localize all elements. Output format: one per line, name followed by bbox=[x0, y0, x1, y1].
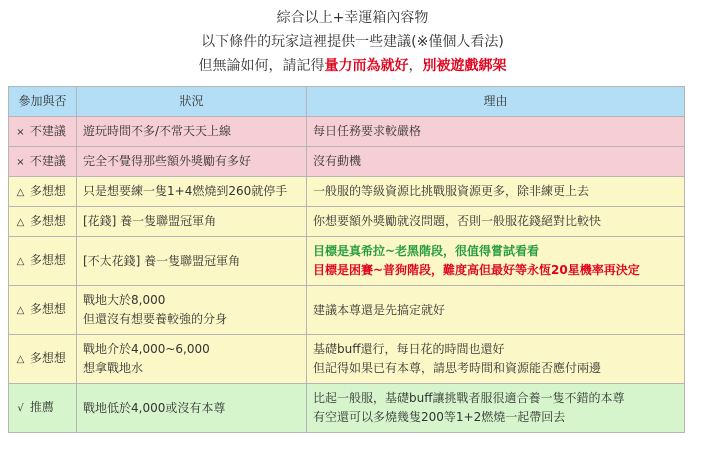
decision-mark-icon: △ bbox=[16, 256, 25, 267]
reason-line: 每日任務要求較嚴格 bbox=[313, 124, 422, 138]
reason-line: 有空還可以多燒幾隻200等1+2燃燒一起帶回去 bbox=[313, 410, 566, 424]
reason-line-red: 目標是困賽~普狗階段，難度高但最好等永恆20星機率再決定 bbox=[313, 263, 640, 277]
situation-line: 戰地低於4,000或沒有本尊 bbox=[83, 400, 226, 415]
situation-line: 戰地介於4,000~6,000 bbox=[83, 342, 210, 356]
decision-cell bbox=[9, 207, 77, 237]
situation-cell bbox=[77, 237, 307, 286]
table-header-row bbox=[9, 87, 685, 117]
reason-cell bbox=[307, 237, 685, 286]
table-row bbox=[9, 147, 685, 177]
situation-line: 完全不覺得那些額外獎勵有多好 bbox=[83, 154, 252, 168]
decision-mark-icon: × bbox=[16, 126, 25, 138]
decision-label: 多想想 bbox=[29, 183, 66, 198]
situation-cell bbox=[77, 207, 307, 237]
table-row bbox=[9, 335, 685, 384]
decision-mark-icon: △ bbox=[16, 354, 25, 365]
situation-line: 戰地大於8,000 bbox=[83, 293, 166, 307]
situation-cell bbox=[77, 177, 307, 207]
header-line-2: 以下條件的玩家這裡提供一些建議(※僅個人看法) bbox=[201, 34, 504, 50]
decision-mark-icon: √ bbox=[17, 403, 24, 414]
decision-cell bbox=[9, 286, 77, 335]
reason-line: 但記得如果已有本尊，請思考時間和資源能否應付兩邊 bbox=[313, 361, 602, 375]
reason-line: 比起一般服，基礎buff讓挑戰者服很適合養一隻不錯的本尊 bbox=[313, 391, 625, 405]
header bbox=[0, 0, 705, 78]
header-reason: 理由 bbox=[307, 87, 685, 117]
header-decision: 參加與否 bbox=[9, 87, 77, 117]
situation-cell bbox=[77, 286, 307, 335]
situation-line: 想拿戰地水 bbox=[83, 361, 144, 375]
highlight-2: 別被遊戲綁架 bbox=[422, 58, 507, 74]
decision-label: 多想想 bbox=[29, 253, 66, 267]
decision-cell bbox=[9, 335, 77, 384]
reason-line: 基礎buff還行，每日花的時間也還好 bbox=[313, 342, 505, 356]
decision-cell bbox=[9, 384, 77, 433]
decision-label: 不建議 bbox=[29, 153, 66, 168]
decision-cell bbox=[9, 117, 77, 147]
decision-mark-icon: △ bbox=[16, 216, 25, 228]
header-line-3-prefix: 但無論如何，請記得 bbox=[198, 58, 325, 74]
reason-cell bbox=[307, 384, 685, 433]
reason-line: 一般服的等級資源比挑戰服資源更多，除非練更上去 bbox=[313, 184, 590, 198]
reason-cell bbox=[307, 335, 685, 384]
decision-mark-icon: △ bbox=[16, 186, 25, 198]
reason-line: 你想要額外獎勵就沒問題，否則一般服花錢絕對比較快 bbox=[313, 214, 602, 228]
header-situation: 狀況 bbox=[77, 87, 307, 117]
table-row bbox=[9, 237, 685, 286]
decision-label: 多想想 bbox=[29, 351, 66, 365]
decision-label: 不建議 bbox=[29, 123, 66, 138]
reason-line: 建議本尊還是先搞定就好 bbox=[313, 302, 446, 317]
situation-line: [不太花錢] 養一隻聯盟冠軍角 bbox=[83, 253, 241, 268]
reason-line: 沒有動機 bbox=[313, 154, 362, 168]
reason-line-green: 目標是真希拉~老黑階段，很值得嘗試看看 bbox=[313, 244, 540, 258]
situation-cell bbox=[77, 147, 307, 177]
table-row bbox=[9, 207, 685, 237]
reason-cell bbox=[307, 207, 685, 237]
reason-cell bbox=[307, 117, 685, 147]
table-row bbox=[9, 384, 685, 433]
situation-cell bbox=[77, 384, 307, 433]
decision-mark-icon: △ bbox=[16, 305, 25, 316]
situation-line: 只是想要練一隻1+4燃燒到260就停手 bbox=[83, 184, 288, 198]
reason-cell bbox=[307, 147, 685, 177]
situation-line: 但還沒有想要養較強的分身 bbox=[83, 312, 228, 326]
table-row bbox=[9, 177, 685, 207]
reason-cell bbox=[307, 177, 685, 207]
decision-cell bbox=[9, 147, 77, 177]
header-line-3 bbox=[0, 54, 705, 78]
situation-cell bbox=[77, 117, 307, 147]
highlight-1: 量力而為就好 bbox=[324, 58, 409, 74]
decision-cell bbox=[9, 237, 77, 286]
decision-label: 推薦 bbox=[29, 400, 54, 414]
recommendation-table bbox=[8, 86, 685, 433]
decision-cell bbox=[9, 177, 77, 207]
decision-mark-icon: × bbox=[16, 156, 25, 168]
decision-label: 多想想 bbox=[29, 302, 66, 316]
situation-line: 遊玩時間不多/不常天天上線 bbox=[83, 124, 232, 138]
decision-label: 多想想 bbox=[29, 213, 66, 228]
header-line-1: 綜合以上+幸運箱內容物 bbox=[276, 10, 429, 26]
situation-cell bbox=[77, 335, 307, 384]
header-line-3-sep: ， bbox=[408, 58, 423, 74]
table-row bbox=[9, 117, 685, 147]
table-row bbox=[9, 286, 685, 335]
situation-line: [花錢] 養一隻聯盟冠軍角 bbox=[83, 214, 217, 228]
reason-cell bbox=[307, 286, 685, 335]
